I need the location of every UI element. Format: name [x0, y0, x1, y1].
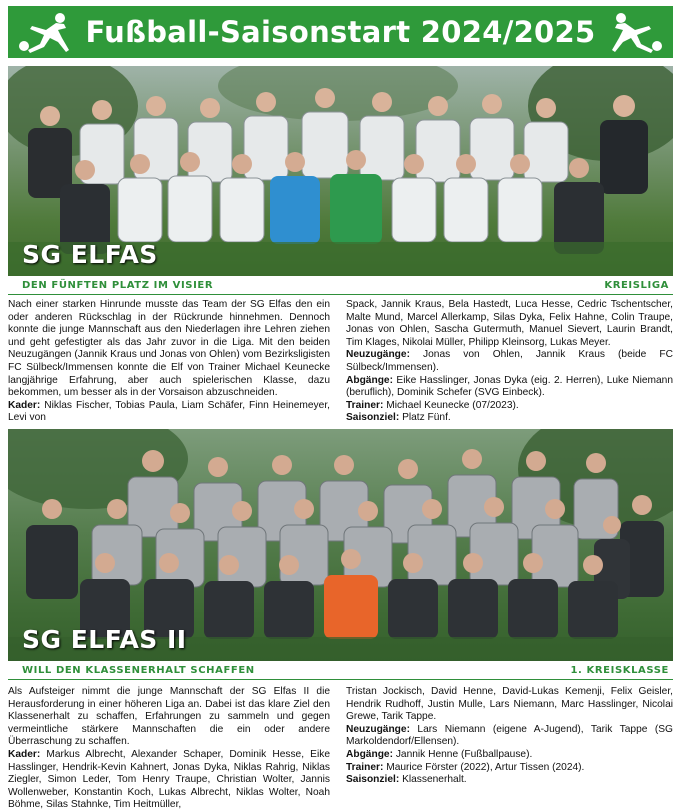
article-column-left [8, 299, 330, 425]
league-label: 1. KREISKLASSE [570, 664, 669, 676]
section-divider [8, 679, 673, 680]
team-photo-sg-elfas-ii [8, 429, 673, 661]
kader-text: Markus Albrecht, Alexander Schaper, Dominik Hesse, Eike Hasslinger, Hendrik-Kevin Kahnert, Jonas Dyka, Niklas Rahrig, Niklas Ziegler, Simon Leder, Tom Henry Traupe, Christian Wolter, Jannis Wollenweber, Konstantin Koch, Lukas Albrecht, Niklas Wolter, Noah Böhme, Silas Stahnke, Tim Heitmüller, [8, 748, 330, 811]
section-header-team-2 [8, 661, 673, 679]
saisonziel-text: Klassenerhalt. [402, 774, 467, 786]
saisonziel-text: Platz Fünf. [402, 412, 451, 424]
neuzugaenge-text: Lars Niemann (eigene A-Jugend), Tarik Tappe (SG Markoldendorf/Ellensen). [346, 723, 673, 748]
kader-line [8, 749, 330, 812]
kader-label: Kader: [8, 399, 41, 411]
abgaenge-label: Abgänge: [346, 374, 393, 386]
neuzugaenge-line [346, 724, 673, 749]
trainer-line [346, 762, 673, 775]
team-name-overlay: SG ELFAS [22, 240, 158, 269]
kader-label: Kader: [8, 748, 41, 760]
neuzugaenge-label: Neuzugänge: [346, 349, 410, 361]
kader-line [8, 400, 330, 425]
soccer-player-icon [16, 10, 78, 54]
neuzugaenge-line [346, 349, 673, 374]
article-column-left [8, 686, 330, 812]
trainer-label: Trainer: [346, 761, 384, 773]
kader-continued: Spack, Jannik Kraus, Bela Hastedt, Luca Hesse, Cedric Tschentscher, Malte Mund, Marcel Allerkamp, Silas Dyka, Felix Hahne, Colin Traupe, Jonas von Ohlen, Sascha Gutermuth, Manuel Sievert, Laurin Brandt, Tim Klages, Nikolai Müller, Philipp Kleinsorg, Lukas Meyer. [346, 299, 673, 348]
neuzugaenge-label: Neuzugänge: [346, 723, 410, 735]
section-header-team-1 [8, 276, 673, 294]
saisonziel-label: Saisonziel: [346, 412, 400, 424]
trainer-text: Michael Keunecke (07/2023). [386, 399, 519, 411]
abgaenge-line [346, 375, 673, 400]
article-intro: Nach einer starken Hinrunde musste das Team der SG Elfas den ein oder anderen Rückschlag in der Rückrunde hinnehmen. Dennoch konnte die junge Mannschaft aus den Niederlagen ihre Lehren ziehen und geht gefestigter als das Jahr zuvor in die Liga. Mit den beiden Neuzugängen (Jannik Kraus und Jonas von Ohlen) vom Bezirksligisten FC Sülbeck/Immensen konnte die Elf von Trainer Michael Keunecke langjährige Erfahrung, aber auch spielerischen Klasse, dazu bekommen, um besser als in der Vorsaison abzuschneiden. [8, 299, 330, 399]
header-banner [8, 6, 673, 58]
team-name-overlay: SG ELFAS II [22, 625, 187, 654]
league-label: KREISLIGA [604, 279, 669, 291]
saisonziel-line [346, 412, 673, 425]
neuzugaenge-text: Jonas von Ohlen, Jannik Kraus (beide FC Sülbeck/Immensen). [346, 349, 673, 373]
trainer-line [346, 400, 673, 413]
page-title: Fußball-Saisonstart 2024/2025 [85, 15, 596, 49]
abgaenge-label: Abgänge: [346, 748, 393, 760]
saisonziel-label: Saisonziel: [346, 774, 400, 786]
kader-text: Niklas Fischer, Tobias Paula, Liam Schäfer, Finn Heinemeyer, Levi von [8, 399, 330, 424]
section-subtitle: WILL DEN KLASSENERHALT SCHAFFEN [22, 664, 255, 676]
abgaenge-text: Jannik Henne (Fußballpause). [395, 748, 533, 760]
section-divider [8, 294, 673, 295]
abgaenge-line [346, 749, 673, 762]
trainer-text: Maurice Förster (2022), Artur Tissen (2024). [386, 761, 585, 773]
trainer-label: Trainer: [346, 399, 384, 411]
kader-continued: Tristan Jockisch, David Henne, David-Lukas Kemenji, Felix Geisler, Hendrik Rudhoff, Justin Mulle, Lars Niemann, Marc Hasslinger, Nicolai Grewe, Tarik Tappe. [346, 686, 673, 723]
team-photo-sg-elfas [8, 66, 673, 276]
article-column-right [346, 299, 673, 425]
soccer-player-icon [603, 10, 665, 54]
abgaenge-text: Eike Hasslinger, Jonas Dyka (eig. 2. Herren), Luke Niemann (beruflich), Dominik Schefer (SVG Einbeck). [346, 374, 673, 399]
article-intro: Als Aufsteiger nimmt die junge Mannschaft der SG Elfas II die Herausforderung in einer höheren Liga an. Dabei ist das klare Ziel den Klassenerhalt zu schaffen, Erfahrungen zu sammeln und gegen vermeintliche stärkere Mannschaften die ein oder andere Überraschung zu schaffen. [8, 686, 330, 748]
saisonziel-line [346, 774, 673, 787]
section-subtitle: DEN FÜNFTEN PLATZ IM VISIER [22, 279, 214, 291]
article-column-right [346, 686, 673, 787]
